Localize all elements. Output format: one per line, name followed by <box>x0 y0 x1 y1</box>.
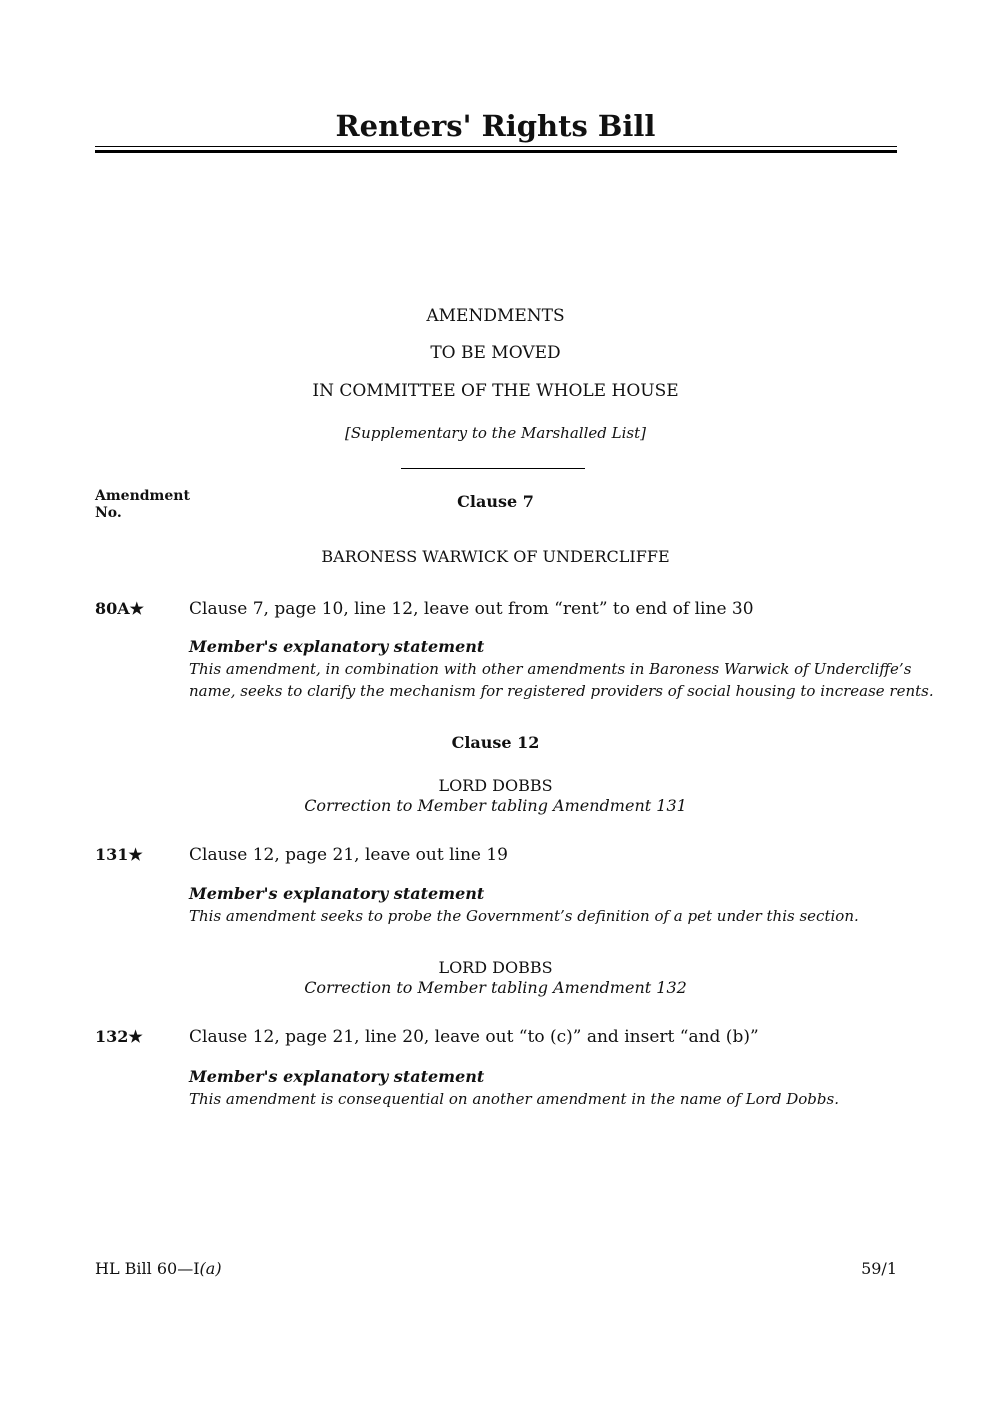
bill-ref: HL Bill 60—I <box>95 1259 200 1278</box>
statement-text: name, seeks to clarify the mechanism for registered providers of social housing to increase rents. <box>189 682 934 700</box>
footer-page-number: 59/1 <box>861 1259 897 1278</box>
correction-note: Correction to Member tabling Amendment 132 <box>304 978 687 997</box>
member-name: LORD DOBBS <box>438 958 553 977</box>
amendment-text: Clause 7, page 10, line 12, leave out from “rent” to end of line 30 <box>189 599 754 619</box>
statement-text: This amendment is consequential on another amendment in the name of Lord Dobbs. <box>189 1090 839 1108</box>
heading-line-3: IN COMMITTEE OF THE WHOLE HOUSE <box>312 381 679 401</box>
statement-heading: Member's explanatory statement <box>189 884 485 903</box>
title-rule-thick <box>95 150 897 153</box>
footer-bill-ref <box>95 1259 222 1279</box>
heading-line-1: AMENDMENTS <box>426 306 565 326</box>
amendment-label-line2: No. <box>95 505 122 521</box>
member-name: BARONESS WARWICK OF UNDERCLIFFE <box>321 547 670 566</box>
amendment-number: 132★ <box>95 1027 143 1046</box>
amendment-text: Clause 12, page 21, line 20, leave out “to (c)” and insert “and (b)” <box>189 1027 759 1047</box>
title-rule-thin <box>95 146 897 147</box>
bill-title: Renters' Rights Bill <box>335 109 656 143</box>
clause-heading: Clause 12 <box>451 733 540 752</box>
statement-text: This amendment seeks to probe the Government’s definition of a pet under this section. <box>189 907 859 925</box>
amendment-text: Clause 12, page 21, leave out line 19 <box>189 845 508 865</box>
member-name: LORD DOBBS <box>438 776 553 795</box>
clause-heading: Clause 7 <box>457 492 534 511</box>
correction-note: Correction to Member tabling Amendment 131 <box>304 796 687 815</box>
statement-text: This amendment, in combination with other amendments in Baroness Warwick of Undercliffe’s <box>189 660 912 678</box>
heading-subtitle: [Supplementary to the Marshalled List] <box>345 424 646 442</box>
heading-line-2: TO BE MOVED <box>430 343 561 363</box>
heading-rule <box>401 468 585 469</box>
amendment-number: 131★ <box>95 845 143 864</box>
amendment-number: 80A★ <box>95 599 145 618</box>
bill-ref-suffix: (a) <box>199 1259 222 1278</box>
statement-heading: Member's explanatory statement <box>189 1067 485 1086</box>
amendment-label-line1: Amendment <box>95 488 190 504</box>
statement-heading: Member's explanatory statement <box>189 637 485 656</box>
